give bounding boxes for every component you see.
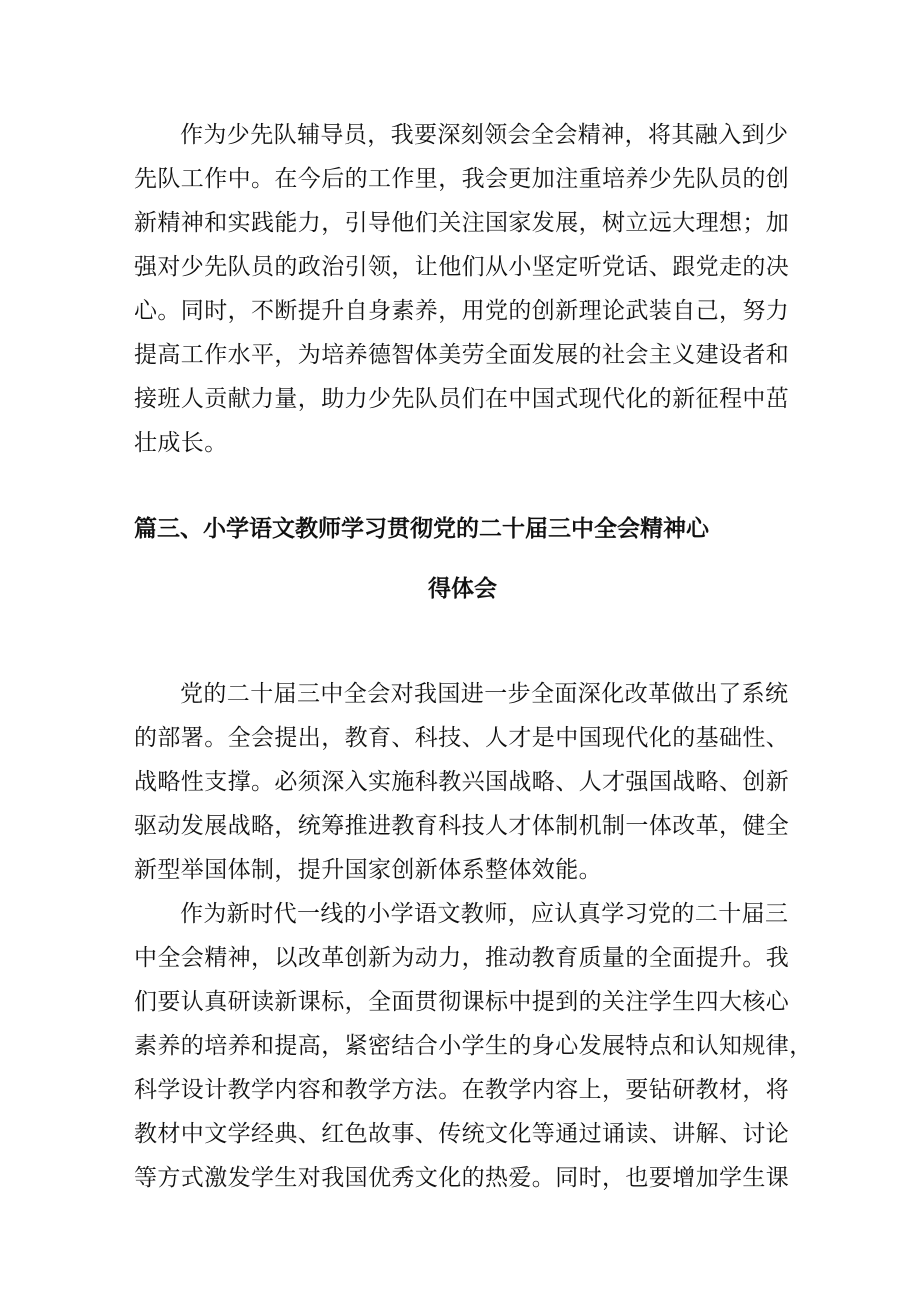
text-line: 驱动发展战略，统筹推进教育科技人才体制机制一体改革，健全 bbox=[134, 813, 790, 839]
paragraph-counselor-reflection bbox=[134, 113, 790, 465]
text-line: 心。同时，不断提升自身素养，用党的创新理论武装自己，努力 bbox=[134, 298, 790, 324]
text-line: 中全会精神，以改革创新为动力，推动教育质量的全面提升。我 bbox=[134, 945, 790, 971]
text-line: 作为新时代一线的小学语文教师，应认真学习党的二十届三 bbox=[180, 901, 789, 927]
text-line: 新精神和实践能力，引导他们关注国家发展，树立远大理想；加 bbox=[134, 210, 790, 236]
text-line: 接班人贡献力量，助力少先队员们在中国式现代化的新征程中茁 bbox=[134, 386, 790, 412]
text-line: 等方式激发学生对我国优秀文化的热爱。同时，也要增加学生课 bbox=[134, 1165, 790, 1191]
text-line: 素养的培养和提高，紧密结合小学生的身心发展特点和认知规律， bbox=[134, 1033, 813, 1059]
text-line: 的部署。全会提出，教育、科技、人才是中国现代化的基础性、 bbox=[134, 725, 790, 751]
text-line: 党的二十届三中全会对我国进一步全面深化改革做出了系统 bbox=[180, 681, 789, 707]
text-line: 们要认真研读新课标，全面贯彻课标中提到的关注学生四大核心 bbox=[134, 989, 790, 1015]
text-line: 新型举国体制，提升国家创新体系整体效能。 bbox=[134, 857, 602, 883]
text-line: 作为少先队辅导员，我要深刻领会全会精神，将其融入到少 bbox=[180, 122, 789, 148]
text-line: 科学设计教学内容和教学方法。在教学内容上，要钻研教材，将 bbox=[134, 1077, 790, 1103]
text-line: 强对少先队员的政治引领，让他们从小坚定听党话、跟党走的决 bbox=[134, 254, 790, 280]
text-line: 教材中文学经典、红色故事、传统文化等通过诵读、讲解、讨论 bbox=[134, 1121, 790, 1147]
text-line: 先队工作中。在今后的工作里，我会更加注重培养少先队员的创 bbox=[134, 166, 790, 192]
text-line: 战略性支撑。必须深入实施科教兴国战略、人才强国战略、创新 bbox=[134, 769, 790, 795]
text-line: 提高工作水平，为培养德智体美劳全面发展的社会主义建设者和 bbox=[134, 342, 790, 368]
section-heading-line-1: 篇三、小学语文教师学习贯彻党的二十届三中全会精神心 bbox=[134, 516, 709, 542]
paragraph-teacher-reflection bbox=[134, 892, 813, 1200]
section-heading-line-2: 得体会 bbox=[428, 576, 497, 602]
paragraph-plenum-summary bbox=[134, 672, 790, 892]
text-line: 壮成长。 bbox=[134, 430, 228, 456]
